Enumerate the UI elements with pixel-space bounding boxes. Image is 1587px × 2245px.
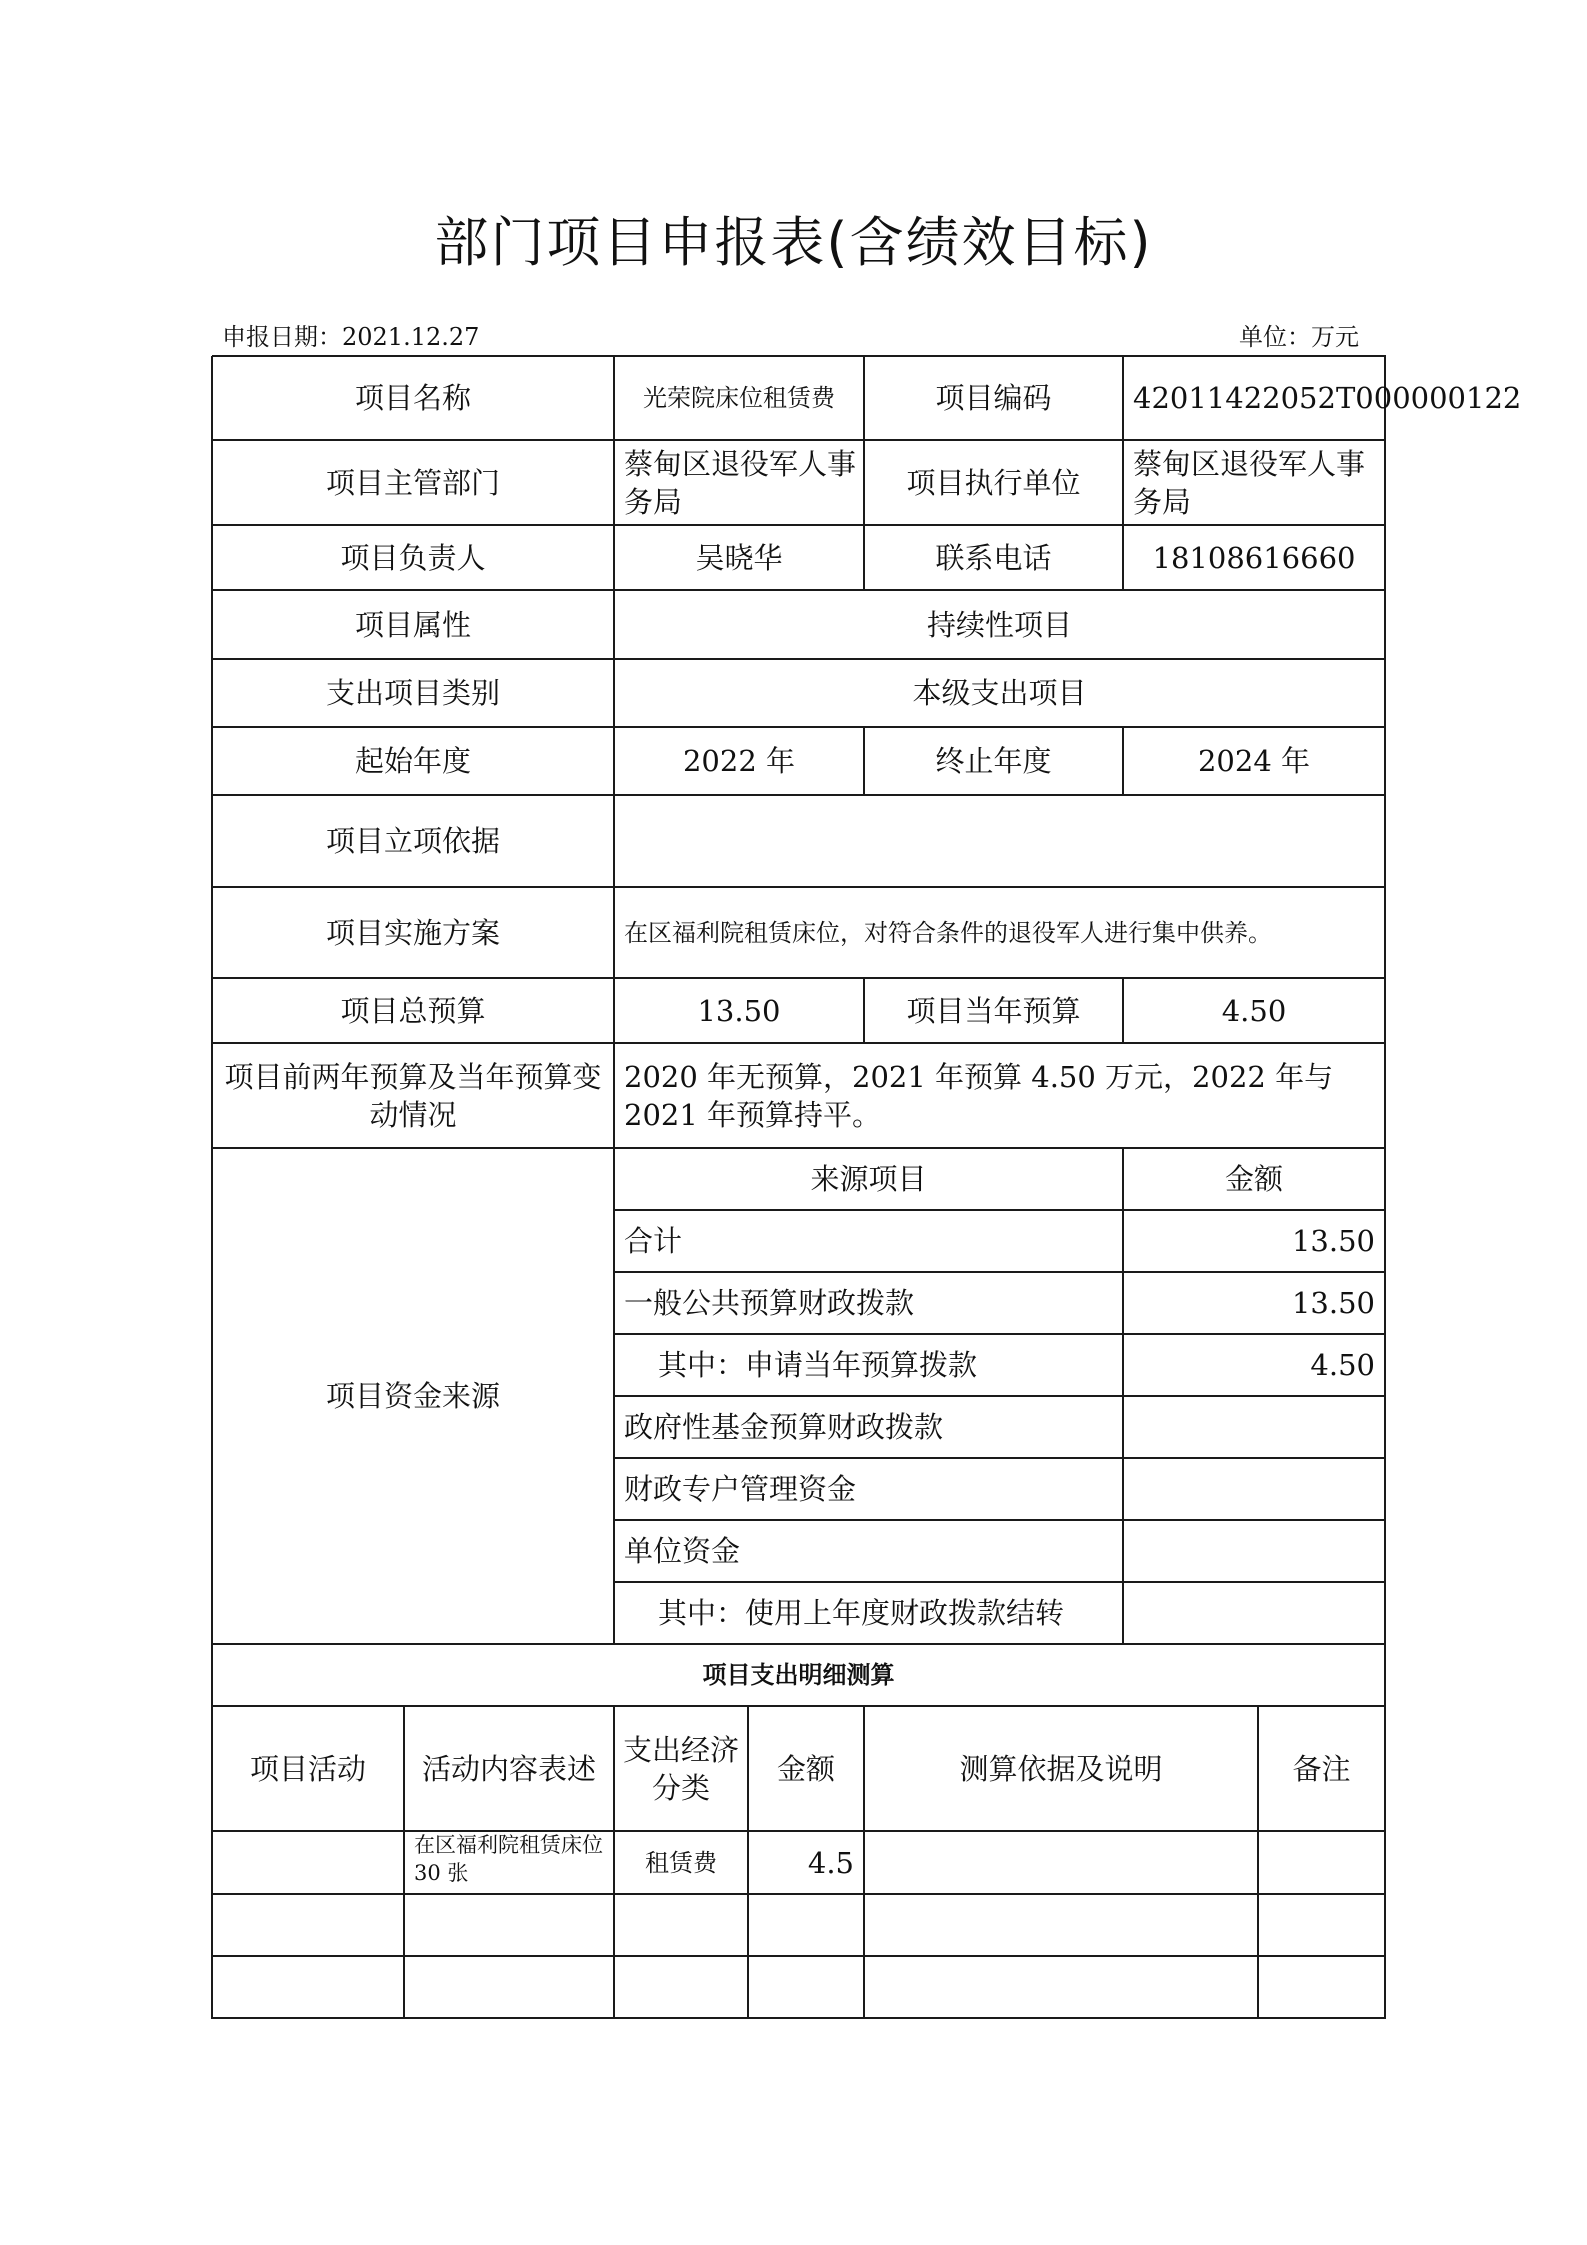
plan-value: 在区福利院租赁床位，对符合条件的退役军人进行集中供养。 [624,918,1272,947]
funding-source-name: 政府性基金预算财政拨款 [624,1410,944,1444]
detail-basis-cell [864,1831,1258,1894]
funding-source-amount [1123,1396,1385,1458]
category-label: 支出项目类别 [325,676,500,710]
project-name-value: 光荣院床位租赁费 [643,384,835,412]
basis-value [614,795,1385,887]
exec-unit-value: 蔡甸区退役军人事务局 [1133,446,1366,519]
year-budget-value: 4.50 [1221,993,1287,1028]
detail-remark-cell [1258,1894,1385,1956]
funding-source-header: 来源项目 [810,1162,927,1196]
document-title: 部门项目申报表(含绩效目标) [434,211,1153,274]
funding-source-name: 单位资金 [624,1534,741,1568]
unit-label: 单位：万元 [1239,323,1359,351]
funding-source-amount [1123,1520,1385,1582]
leader-label: 项目负责人 [340,540,486,575]
detail-section-title: 项目支出明细测算 [702,1661,895,1689]
detail-remark-cell [1258,1831,1385,1894]
year-budget-label: 项目当年预算 [906,993,1081,1028]
phone-value: 18108616660 [1152,540,1356,575]
funding-source-amount: 4.50 [1310,1348,1375,1382]
detail-amount-cell [748,1956,864,2018]
start-year-value: 2022 年 [682,744,796,778]
detail-amount-cell: 4.5 [807,1845,854,1880]
budget-change-value: 2020 年无预算，2021 年预算 4.50 万元，2022 年与 2021 年预算持平。 [624,1059,1334,1132]
basis-header: 测算依据及说明 [959,1751,1163,1786]
detail-econ-class-cell [614,1956,748,2018]
report-date: 申报日期：2021.12.27 [222,323,480,351]
total-budget-label: 项目总预算 [340,993,486,1028]
start-year-label: 起始年度 [354,744,471,778]
project-code-value: 42011422052T000000122 [1133,381,1522,415]
funding-source-label: 项目资金来源 [325,1379,500,1413]
funding-amount-header: 金额 [1224,1162,1283,1196]
project-name-label: 项目名称 [354,381,471,415]
budget-change-label: 项目前两年预算及当年预算变动情况 [224,1059,602,1132]
funding-source-amount: 13.50 [1291,1224,1375,1258]
leader-value: 吴晓华 [695,540,783,575]
funding-source-name: 一般公共预算财政拨款 [624,1286,915,1320]
funding-source-name: 其中：使用上年度财政拨款结转 [658,1596,1065,1630]
detail-econ-class-cell: 租赁费 [645,1848,717,1877]
funding-source-name: 合计 [624,1224,683,1258]
dept-value: 蔡甸区退役军人事务局 [624,446,857,519]
detail-content-cell [404,1956,614,2018]
funding-source-amount [1123,1582,1385,1644]
project-code-label: 项目编码 [935,381,1052,415]
detail-activity-cell [212,1956,404,2018]
end-year-label: 终止年度 [935,744,1052,778]
amount-header: 金额 [776,1751,835,1786]
funding-source-amount [1123,1458,1385,1520]
funding-source-amount: 13.50 [1291,1286,1375,1320]
detail-remark-cell [1258,1956,1385,2018]
phone-label: 联系电话 [935,540,1052,575]
plan-label: 项目实施方案 [325,915,500,950]
funding-source-name: 其中：申请当年预算拨款 [658,1348,978,1382]
detail-activity-cell [212,1831,404,1894]
activity-header: 项目活动 [249,1751,366,1786]
detail-content-cell: 在区福利院租赁床位 30 张 [414,1833,603,1885]
funding-source-name: 财政专户管理资金 [624,1472,857,1506]
detail-activity-cell [212,1894,404,1956]
end-year-value: 2024 年 [1197,744,1311,778]
detail-econ-class-cell [614,1894,748,1956]
exec-unit-label: 项目执行单位 [906,465,1081,500]
dept-label: 项目主管部门 [325,465,500,500]
econ-class-header: 支出经济分类 [622,1732,739,1805]
content-header: 活动内容表述 [421,1751,596,1786]
detail-amount-cell [748,1894,864,1956]
detail-basis-cell [864,1894,1258,1956]
remark-header: 备注 [1292,1751,1351,1786]
attr-label: 项目属性 [354,607,471,642]
basis-label: 项目立项依据 [325,824,500,858]
detail-basis-cell [864,1956,1258,2018]
detail-content-cell [404,1894,614,1956]
attr-value: 持续性项目 [926,607,1072,642]
total-budget-value: 13.50 [697,993,781,1028]
category-value: 本级支出项目 [912,676,1087,710]
